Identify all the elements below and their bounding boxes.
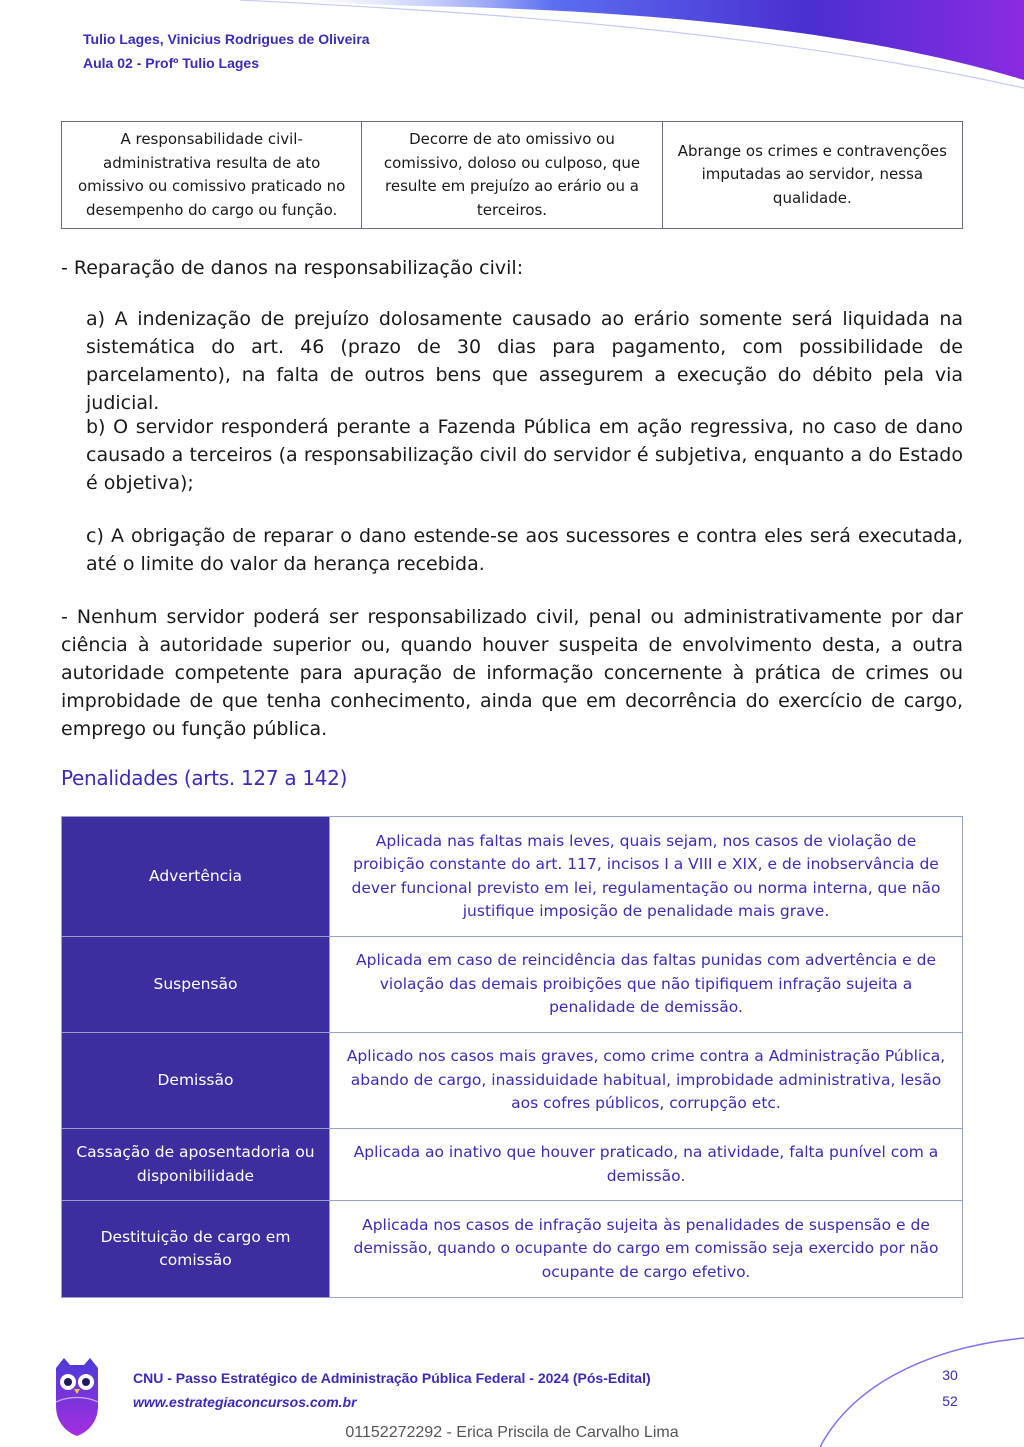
table-row xyxy=(62,817,963,937)
table-row xyxy=(62,937,963,1033)
penalty-name: Advertência xyxy=(62,817,330,937)
paragraph-item-a: a) A indenização de prejuízo dolosamente causado ao erário somente será liquidada na sistemática do art. 46 (prazo de 30 dias para pagamento, com possibilidade de parcelamento), na falta de outros bens que assegurem a execução do débito pela via judicial. xyxy=(86,308,963,414)
table-row xyxy=(62,122,963,229)
page-number xyxy=(930,1362,970,1414)
header-lesson: Aula 02 - Profº Tulio Lages xyxy=(83,55,259,71)
repair-heading: - Reparação de danos na responsabilização civil: xyxy=(61,257,524,279)
table-cell-civil: A responsabilidade civil-administrativa resulta de ato omissivo ou comissivo praticado no desempenho do cargo ou função. xyxy=(62,122,362,229)
footer-course-title: CNU - Passo Estratégico de Administração Pública Federal - 2024 (Pós-Edital) xyxy=(133,1370,651,1386)
header-authors: Tulio Lages, Vinicius Rodrigues de Oliveira xyxy=(83,31,370,47)
penalty-description: Aplicada nos casos de infração sujeita às penalidades de suspensão e de demissão, quando o ocupante do cargo em comissão seja exercido por não ocupante de cargo efetivo. xyxy=(330,1201,963,1298)
penalty-description: Aplicada nas faltas mais leves, quais sejam, nos casos de violação de proibição constante do art. 117, incisos I a VIII e XIX, e de inobservância de dever funcional previsto em lei, regulamentação ou norma interna, que não justifique imposição de penalidade mais grave. xyxy=(330,817,963,937)
section-title-penalties: Penalidades (arts. 127 a 142) xyxy=(61,766,348,790)
paragraph-no-liability: - Nenhum servidor poderá ser responsabilizado civil, penal ou administrativamente por dar ciência à autoridade superior ou, quando houver suspeita de envolvimento desta, a outra autoridade competente para apuração de informação concernente à prática de crimes ou improbidade de que tenha conhecimento, ainda que em decorrência do exercício de cargo, emprego ou função pública. xyxy=(61,606,963,740)
table-row xyxy=(62,1033,963,1129)
penalty-description: Aplicada ao inativo que houver praticado, na atividade, falta punível com a demissão. xyxy=(330,1129,963,1201)
footer-url-link[interactable]: www.estrategiaconcursos.com.br xyxy=(133,1394,357,1410)
page-header xyxy=(83,27,370,75)
penalty-description: Aplicado nos casos mais graves, como crime contra a Administração Pública, abando de cargo, inassiduidade habitual, improbidade administrativa, lesão aos cofres públicos, corrupção etc. xyxy=(330,1033,963,1129)
penalty-name: Cassação de aposentadoria ou disponibilidade xyxy=(62,1129,330,1201)
penalty-name: Demissão xyxy=(62,1033,330,1129)
penalties-table xyxy=(61,816,963,1298)
responsibility-comparison-table xyxy=(61,121,963,229)
penalty-name: Destituição de cargo em comissão xyxy=(62,1201,330,1298)
current-page: 30 xyxy=(942,1367,958,1383)
footer-course-info xyxy=(133,1366,651,1414)
paragraph-item-b: b) O servidor responderá perante a Fazenda Pública em ação regressiva, no caso de dano causado a terceiros (a responsabilização civil do servidor é subjetiva, enquanto a do Estado é objetiva); xyxy=(86,416,963,494)
table-cell-penal: Abrange os crimes e contravenções imputadas ao servidor, nessa qualidade. xyxy=(662,122,962,229)
table-row xyxy=(62,1201,963,1298)
table-row xyxy=(62,1129,963,1201)
penalty-description: Aplicada em caso de reincidência das faltas punidas com advertência e de violação das demais proibições que não tipifiquem infração sujeita a penalidade de demissão. xyxy=(330,937,963,1033)
paragraph-item-c: c) A obrigação de reparar o dano estende-se aos sucessores e contra eles será executada, até o limite do valor da herança recebida. xyxy=(86,525,963,575)
total-pages: 52 xyxy=(942,1393,958,1409)
watermark-text: 01152272292 - Erica Priscila de Carvalho Lima xyxy=(345,1424,679,1441)
penalty-name: Suspensão xyxy=(62,937,330,1033)
table-cell-administrative: Decorre de ato omissivo ou comissivo, doloso ou culposo, que resulte em prejuízo ao erário ou a terceiros. xyxy=(362,122,662,229)
